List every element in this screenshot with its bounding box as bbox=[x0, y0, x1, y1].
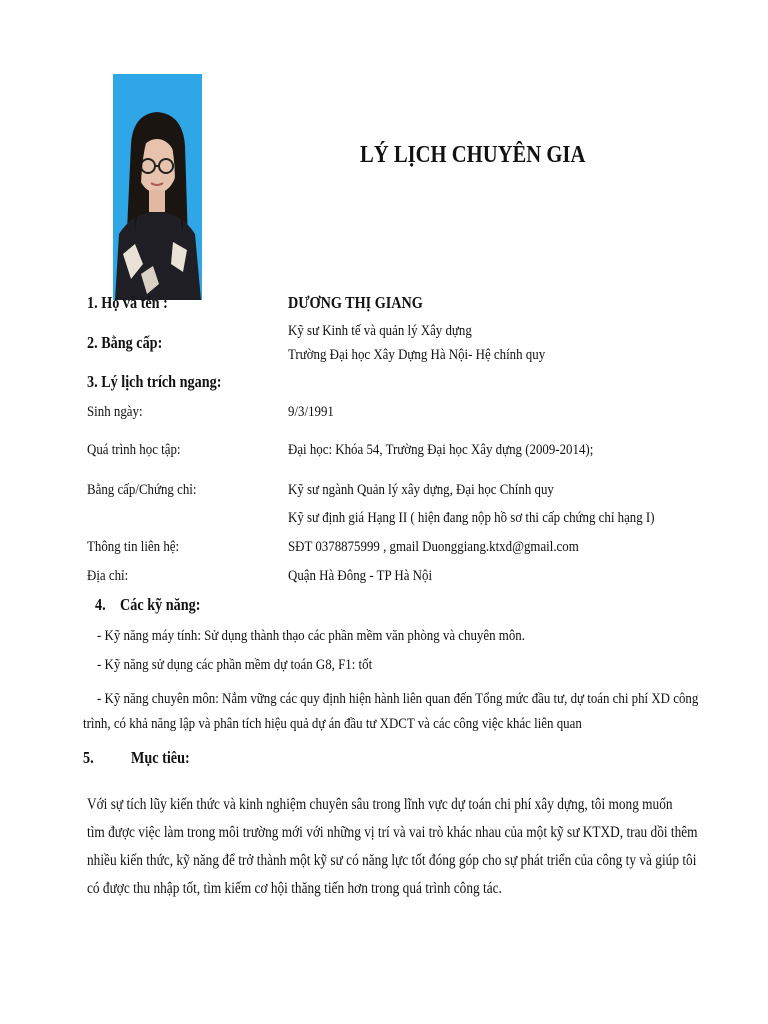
objective-line-3: nhiều kiến thức, kỹ năng để trở thành một kỹ sư có năng lực tốt đóng góp cho sự phát triển của công ty và giúp tôi bbox=[87, 852, 697, 869]
certificates-value-1: Kỹ sư ngành Quản lý xây dựng, Đại học Chính quy bbox=[288, 482, 554, 498]
objective-line-1: Với sự tích lũy kiến thức và kinh nghiệm chuyên sâu trong lĩnh vực dự toán chi phí xây dựng, tôi mong muốn bbox=[87, 796, 673, 813]
skill-item-professional-cont: trình, có khả năng lập và phân tích hiệu quả dự án đầu tư XDCT và các công việc khác liên quan bbox=[83, 716, 582, 732]
profile-heading: 3. Lý lịch trích ngang: bbox=[87, 372, 222, 391]
dob-value: 9/3/1991 bbox=[288, 404, 334, 420]
objective-heading: Mục tiêu: bbox=[131, 748, 190, 767]
degree-label: 2. Bằng cấp: bbox=[87, 333, 163, 352]
contact-label: Thông tin liên hệ: bbox=[87, 539, 180, 555]
education-value: Đại học: Khóa 54, Trường Đại học Xây dựng (2009-2014); bbox=[288, 442, 594, 458]
objective-line-4: có được thu nhập tốt, tìm kiếm cơ hội thăng tiến hơn trong quá trình công tác. bbox=[87, 880, 502, 897]
address-label: Địa chỉ: bbox=[87, 568, 129, 584]
dob-label: Sinh ngày: bbox=[87, 404, 143, 420]
skill-item-software: - Kỹ năng sử dụng các phần mềm dự toán G8, F1: tốt bbox=[97, 657, 373, 673]
name-label: 1. Họ và tên : bbox=[87, 293, 168, 312]
portrait-photo bbox=[113, 74, 202, 300]
education-label: Quá trình học tập: bbox=[87, 442, 181, 458]
portrait-illustration bbox=[113, 74, 202, 300]
degree-value-line2: Trường Đại học Xây Dựng Hà Nội- Hệ chính quy bbox=[288, 347, 546, 363]
name-value: DƯƠNG THỊ GIANG bbox=[288, 293, 423, 312]
certificates-value-2: Kỹ sư định giá Hạng II ( hiện đang nộp hồ sơ thi cấp chứng chỉ hạng I) bbox=[288, 510, 655, 526]
skills-number: 4. bbox=[95, 595, 106, 614]
address-value: Quận Hà Đông - TP Hà Nội bbox=[288, 568, 433, 584]
skill-item-computer: - Kỹ năng máy tính: Sử dụng thành thạo các phần mềm văn phòng và chuyên môn. bbox=[97, 628, 525, 644]
certificates-label: Bằng cấp/Chứng chỉ: bbox=[87, 482, 197, 498]
contact-value: SĐT 0378875999 , gmail Duonggiang.ktxd@gmail.com bbox=[288, 539, 579, 555]
skills-heading: Các kỹ năng: bbox=[120, 595, 201, 614]
page-title: LÝ LỊCH CHUYÊN GIA bbox=[360, 142, 586, 168]
objective-line-2: tìm được việc làm trong môi trường mới với những vị trí và vai trò khác nhau của một kỹ sư KTXD, trau dồi thêm bbox=[87, 824, 698, 841]
skill-item-professional: - Kỹ năng chuyên môn: Nắm vững các quy định hiện hành liên quan đến Tổng mức đầu tư, dự toán chi phí XD công bbox=[97, 691, 699, 707]
objective-number: 5. bbox=[83, 748, 94, 767]
degree-value-line1: Kỹ sư Kinh tế và quản lý Xây dựng bbox=[288, 323, 472, 339]
